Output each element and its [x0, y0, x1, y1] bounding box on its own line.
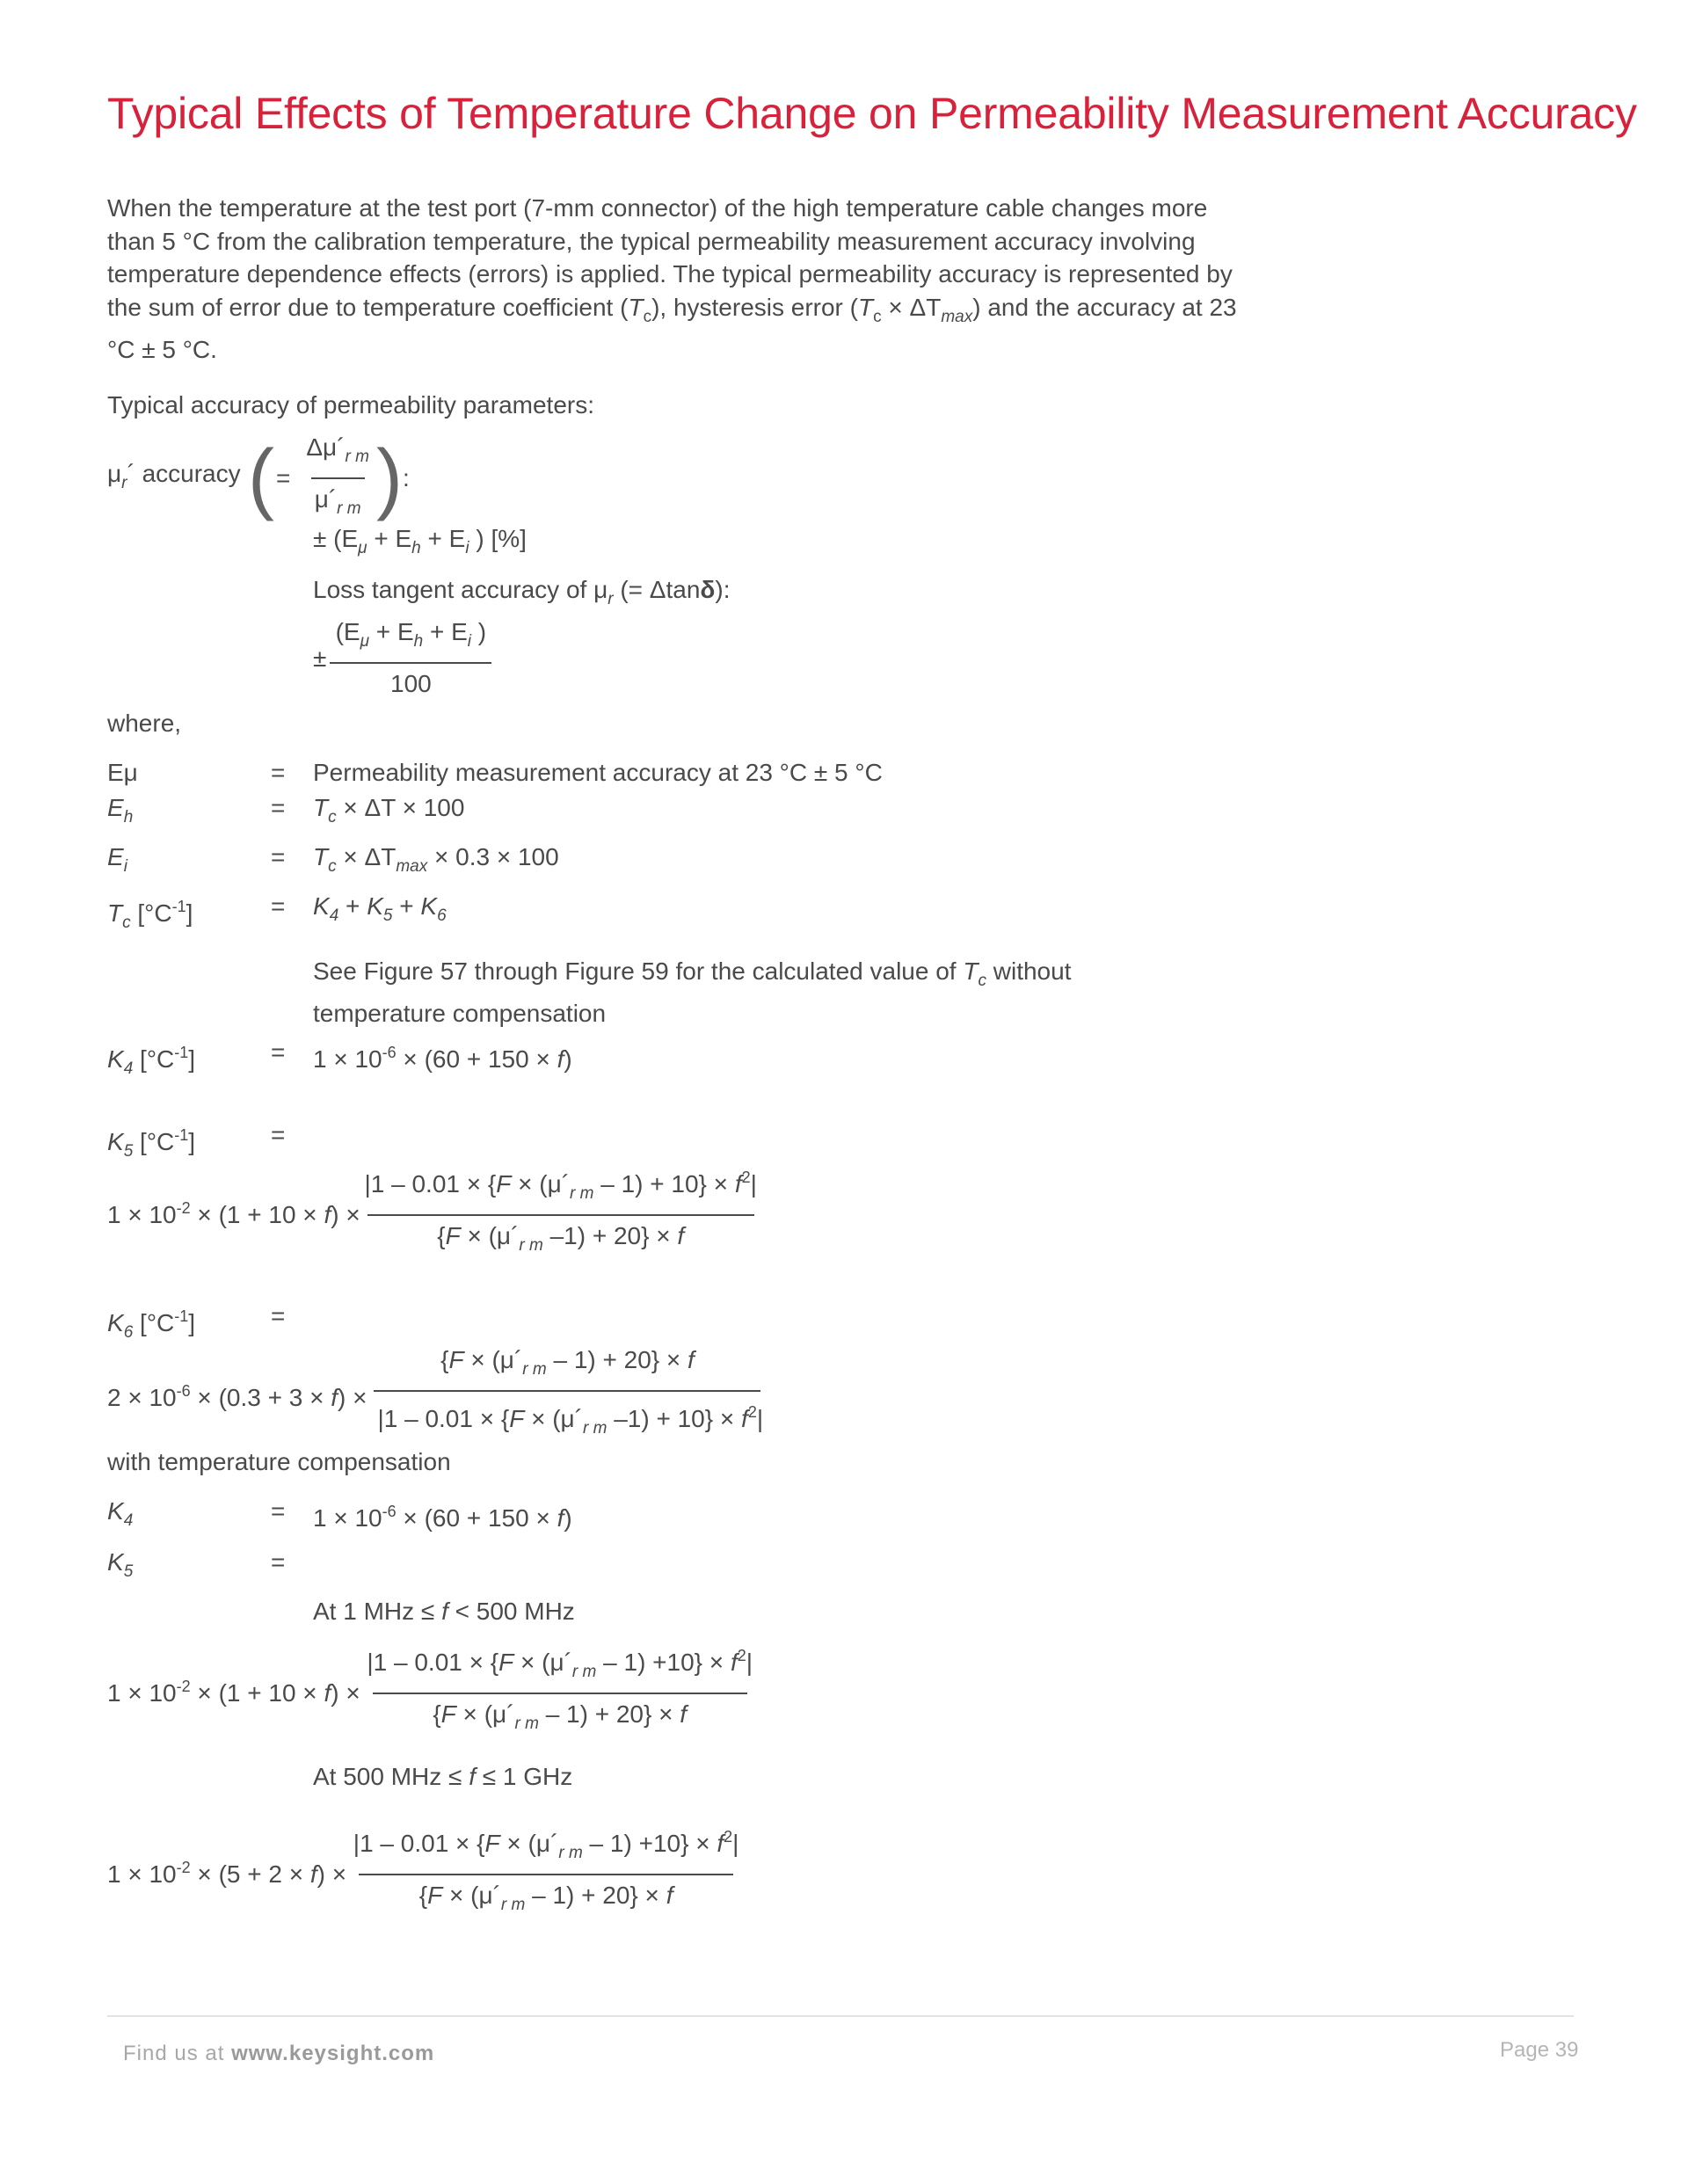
typical-heading: Typical accuracy of permeability parameters:: [107, 391, 594, 419]
def-emu-label: Eμ: [107, 759, 138, 786]
page-number: Page 39: [1500, 2038, 1579, 2062]
accuracy-sum: ± ($E_\mu + E_h + E_i$ ) [%]: [313, 525, 527, 557]
k5-formula: $1 \times 10^{-2} \times (1 + 10 \times f)$ × $\frac{|1 - 0.01 \times \{F \times (\mu´_{r m} - 1) + 10\} \times f^2|}{\{F \times (\mu´_{r m} -1) + 20\} \times f}$: [107, 1162, 754, 1261]
where-label: where,: [107, 710, 182, 737]
k5c-formula-low: $1 \times 10^{-2} \times (1 + 10 \times f)$ × $\frac{|1 - 0.01 \times \{F \times (\mu´_{r m} - 1) +10\} \times f^2|}{\{F \times (\mu´_{r m} - 1) + 20\} \times f}$: [107, 1641, 747, 1739]
left-paren: (: [248, 434, 274, 522]
def-emu-eq: =: [271, 759, 286, 786]
footer-divider: [107, 2015, 1574, 2017]
k4-eq: =: [271, 1038, 286, 1066]
see-figure-note: See Figure 57 through Figure 59 for the calculated value of $T_c$ without temperature compensation: [313, 957, 1072, 1027]
k6-eq: =: [271, 1302, 286, 1329]
range-1-label: At 1 MHz ≤ f < 500 MHz: [313, 1598, 575, 1625]
def-ei-eq: =: [271, 843, 286, 870]
range-2-label: At 500 MHz ≤ f ≤ 1 GHz: [313, 1763, 573, 1790]
k5c-eq: =: [271, 1548, 286, 1576]
with-compensation-label: with temperature compensation: [107, 1448, 451, 1475]
footer-website-link[interactable]: www.keysight.com: [231, 2042, 435, 2065]
loss-tangent-fraction: ± $\frac{(E_\mu + E_h + E_i )}{100}$: [313, 617, 491, 699]
def-tc-eq: =: [271, 892, 286, 920]
def-emu-value: Permeability measurement accuracy at 23 °C ± 5 °C: [313, 759, 883, 786]
intro-paragraph: When the temperature at the test port (7-mm connector) of the high temperature cable changes more than 5 °C from the calibration temperature, the typical permeability measurement accuracy involving temperature dependence effects (errors) is applied. The typical permeability accuracy is represented by the sum of error due to temperature coefficient $(T_c)$, hysteresis error $(T_c \times \Delta T_{max})$ and the accuracy at 23 °C ± 5 °C.: [107, 194, 1237, 363]
right-paren: ): [375, 434, 403, 522]
k4c-value: $1 \times 10^{-6} \times (60 + 150 \times f)$: [313, 1503, 572, 1532]
k4-value: $1 \times 10^{-6} \times (60 + 150 \times f)$: [313, 1044, 572, 1073]
def-tc-value: $K_4 + K_5 + K_6$: [313, 892, 447, 925]
def-ei-label: $E_i$: [107, 843, 127, 876]
k4c-eq: =: [271, 1497, 286, 1525]
k5c-formula-high: $1 \times 10^{-2} \times (5 + 2 \times f)$ × $\frac{|1 - 0.01 \times \{F \times (\mu´_{r m} - 1) +10\} \times f^2|}{\{F \times (\mu´_{r m} - 1) + 20\} \times f}$: [107, 1822, 733, 1920]
mu-accuracy-formula: $\mu_r´$ accuracy ( = $\frac{\Delta\mu´_{r m}}{\mu´_{r m}}$ ) :: [107, 433, 410, 522]
def-eh-eq: =: [271, 794, 286, 821]
def-tc-label: $T_c$ $[^\circ C^{-1}]$: [107, 898, 193, 932]
k5-label: $K_5$ $[^\circ C^{-1}]$: [107, 1126, 196, 1161]
def-eh-value: $T_c \times \Delta T \times 100$: [313, 794, 465, 826]
mu-fraction: $\frac{\Delta\mu´_{r m}}{\mu´_{r m}}$: [302, 433, 373, 524]
def-eh-label: $E_h$: [107, 794, 134, 826]
k5c-label: $K_5$: [107, 1548, 134, 1581]
k4-label: $K_4$ $[^\circ C^{-1}]$: [107, 1044, 196, 1078]
def-ei-value: $T_c \times \Delta T_{max} \times 0.3 \times 100$: [313, 843, 559, 876]
k5-eq: =: [271, 1121, 286, 1148]
k6-label: $K_6$ $[^\circ C^{-1}]$: [107, 1307, 196, 1342]
k6-formula: $2 \times 10^{-6} \times (0.3 + 3 \times f)$ × $\frac{\{F \times (\mu´_{r m} - 1) + 20\} \times f}{|1 - 0.01 \times \{F \times (\mu´_{r m} -1) + 10\} \times f^2|}$: [107, 1345, 760, 1444]
page-title: Typical Effects of Temperature Change on Permeability Measurement Accuracy: [107, 89, 1637, 138]
k4c-label: $K_4$: [107, 1497, 134, 1530]
footer-find-us: Find us at www.keysight.com: [123, 2042, 435, 2065]
loss-tangent-line: Loss tangent accuracy of $\mu_r$ (= Δtanδ):: [313, 576, 731, 608]
